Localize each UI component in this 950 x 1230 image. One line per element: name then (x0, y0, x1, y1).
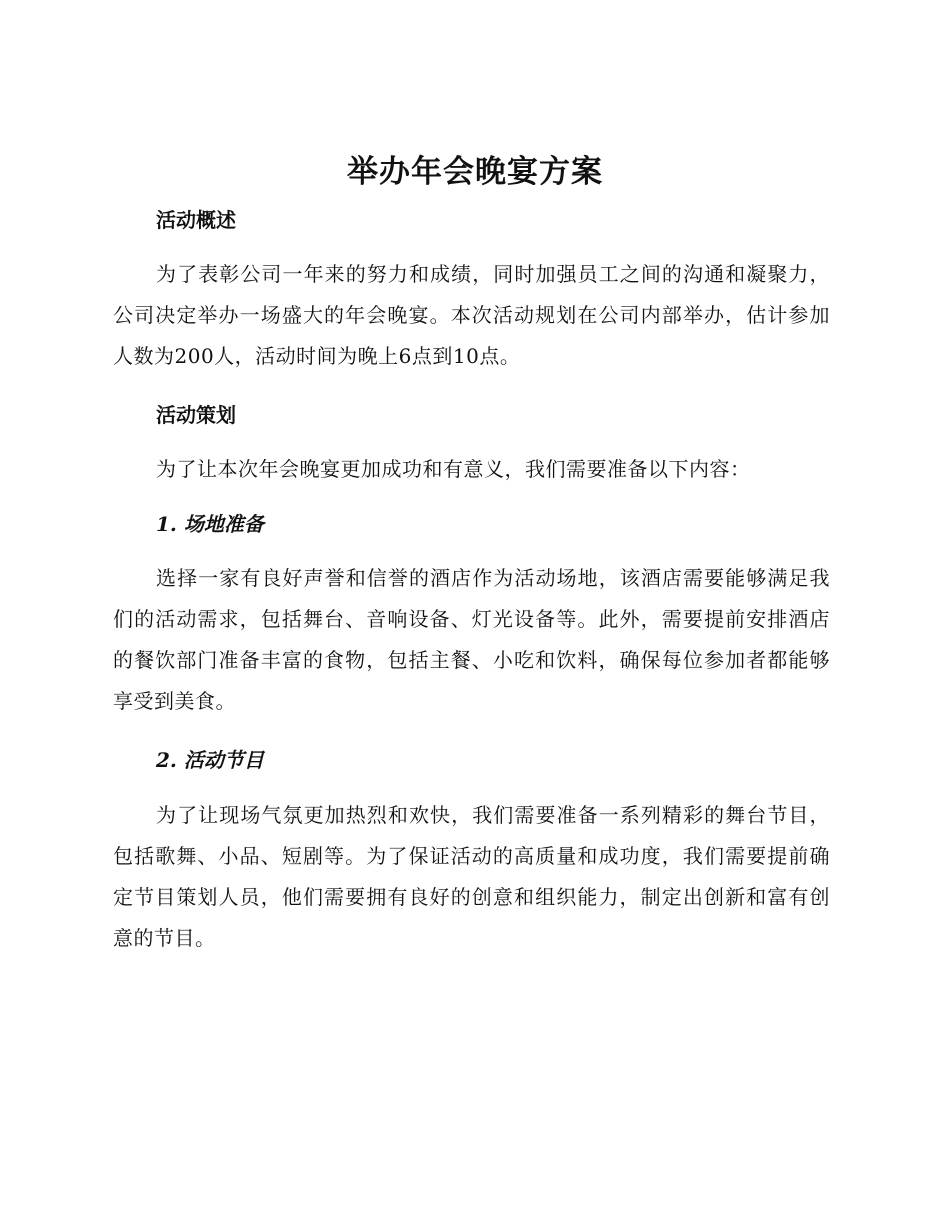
subheading-venue: 1. 场地准备 (156, 512, 264, 536)
section-heading-planning: 活动策划 (156, 403, 236, 427)
document-title: 举办年会晚宴方案 (347, 154, 603, 190)
program-paragraph: 为了让现场气氛更加热烈和欢快，我们需要准备一系列精彩的舞台节目，包括歌舞、小品、短剧等。为了保证活动的高质量和成功度，我们需要提前确定节目策划人员，他们需要拥有良好的创意和组织能力，制定出创新和富有创意的节目。 (113, 803, 830, 950)
planning-intro-paragraph: 为了让本次年会晚宴更加成功和有意义，我们需要准备以下内容： (156, 457, 751, 481)
section-heading-overview: 活动概述 (156, 208, 236, 232)
venue-paragraph: 选择一家有良好声誉和信誉的酒店作为活动场地，该酒店需要能够满足我们的活动需求，包括舞台、音响设备、灯光设备等。此外，需要提前安排酒店的餐饮部门准备丰富的食物，包括主餐、小吃和饮料，确保每位参加者都能够享受到美食。 (113, 566, 830, 713)
subheading-program: 2. 活动节目 (156, 748, 264, 772)
overview-paragraph: 为了表彰公司一年来的努力和成绩，同时加强员工之间的沟通和凝聚力，公司决定举办一场盛大的年会晚宴。本次活动规划在公司内部举办，估计参加人数为200人，活动时间为晚上6点到10点。 (113, 262, 830, 368)
